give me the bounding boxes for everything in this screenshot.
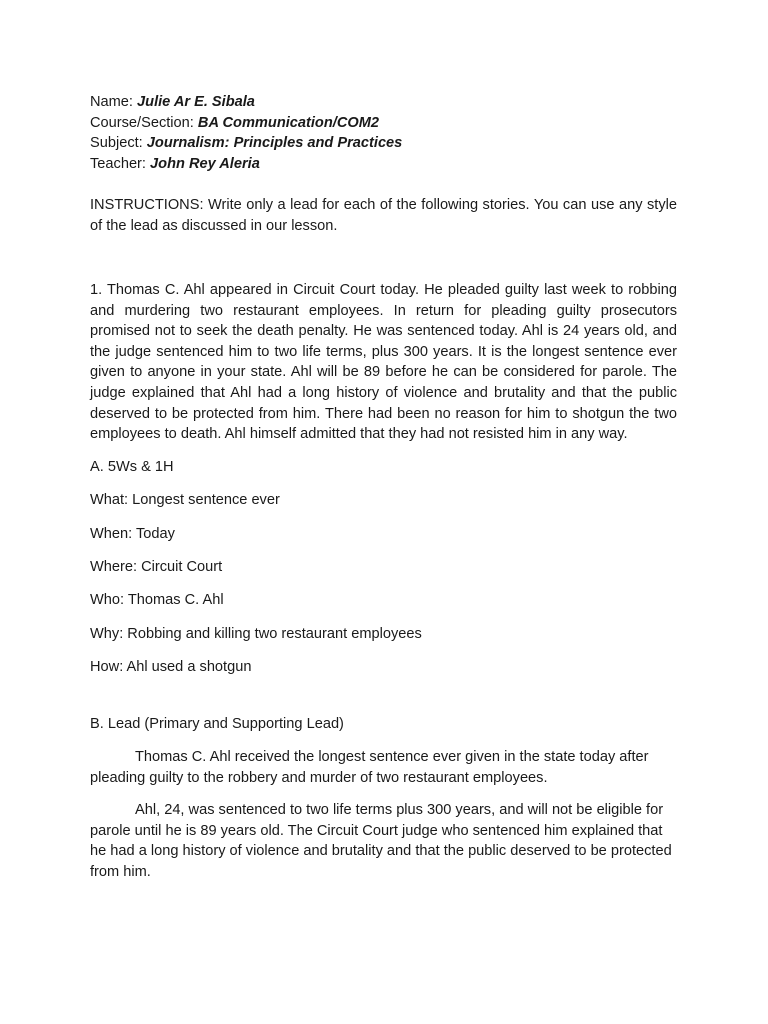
- name-line: [90, 92, 677, 113]
- lead-section-title: B. Lead (Primary and Supporting Lead): [90, 716, 344, 733]
- five-ws-item-when: When: Today: [90, 525, 175, 542]
- teacher-line: [90, 154, 677, 175]
- five-ws-section: [90, 457, 677, 677]
- story-1-paragraph: 1. Thomas C. Ahl appeared in Circuit Court today. He pleaded guilty last week to robbing and murdering two restaurant employees. In return for pleading guilty prosecutors promised not to seek the death penalty. He was sentenced today. Ahl is 24 years old, and the judge sentenced him to two life terms, plus 300 years. It is the longest sentence ever given to anyone in your state. Ahl will be 89 before he can be considered for parole. The judge explained that Ahl had a long history of violence and brutality and that the public deserved to be protected from him. There had been no reason for him to shotgun the two employees to death. Ahl himself admitted that they had not resisted him in any way.: [90, 282, 677, 443]
- course-line: [90, 113, 677, 134]
- teacher-label: Teacher:: [90, 155, 146, 172]
- name-value: Julie Ar E. Sibala: [137, 94, 255, 110]
- name-label: Name:: [90, 94, 133, 110]
- five-ws-item-how: How: Ahl used a shotgun: [90, 659, 252, 676]
- supporting-lead-paragraph: Ahl, 24, was sentenced to two life terms plus 300 years, and will not be eligible for parole until he is 89 years old. The Circuit Court judge who sentenced him explained that he had a long history of violence and brutality and that the public deserved to be protected from him.: [90, 802, 672, 881]
- course-label: Course/Section:: [90, 114, 194, 131]
- subject-value: Journalism: Principles and Practices: [146, 135, 403, 151]
- teacher-value: John Rey Aleria: [150, 155, 260, 172]
- subject-line: [90, 133, 677, 154]
- instructions-paragraph: INSTRUCTIONS: Write only a lead for each of the following stories. You can use any style of the lead as discussed in our lesson.: [90, 197, 677, 234]
- course-value: BA Communication/COM2: [197, 114, 379, 131]
- document-page: [90, 92, 677, 883]
- primary-lead-paragraph: Thomas C. Ahl received the longest sentence ever given in the state today after pleading guilty to the robbery and murder of two restaurant employees.: [90, 749, 649, 786]
- five-ws-item-why: Why: Robbing and killing two restaurant employees: [90, 625, 422, 642]
- subject-label: Subject:: [90, 135, 143, 151]
- five-ws-item-what: What: Longest sentence ever: [90, 492, 280, 509]
- five-ws-item-who: Who: Thomas C. Ahl: [90, 592, 224, 609]
- five-ws-item-where: Where: Circuit Court: [90, 558, 223, 575]
- five-ws-title: A. 5Ws & 1H: [90, 458, 174, 475]
